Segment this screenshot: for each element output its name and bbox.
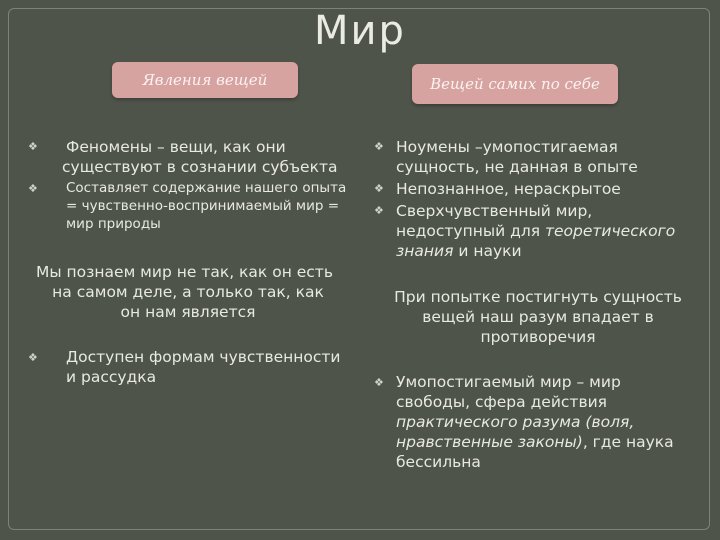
line: бессильна xyxy=(396,453,481,471)
statement-right xyxy=(378,287,698,347)
line: При попытке постигнуть сущность xyxy=(394,288,682,306)
line: он нам является xyxy=(120,303,256,321)
line: противоречия xyxy=(480,328,596,346)
text-fragment: и науки xyxy=(453,242,522,260)
line: Ноумены –умопостигаемая xyxy=(396,138,618,156)
line: Сверхчувственный мир, xyxy=(396,202,593,220)
line: Феномены – вещи, как они xyxy=(66,138,286,156)
text-emphasis: знания xyxy=(396,242,454,260)
bullet-icon: ❖ xyxy=(374,140,384,153)
list-item xyxy=(66,179,356,233)
bullet-icon: ❖ xyxy=(28,351,38,364)
line: Мы познаем мир не так, как он есть xyxy=(36,263,333,281)
line: = чувственно-воспринимаемый мир = xyxy=(66,198,340,214)
line: Непознанное, нераскрытое xyxy=(396,180,621,198)
bullet-icon: ❖ xyxy=(28,140,38,153)
bullet-icon: ❖ xyxy=(374,376,384,389)
line xyxy=(396,412,696,432)
line: свободы, сфера действия xyxy=(396,393,607,411)
line: и рассудка xyxy=(66,368,157,386)
label-things-in-themselves-text: Вещей самих по себе xyxy=(430,75,600,93)
list-item xyxy=(396,137,696,177)
text-emphasis: нравственные законы) xyxy=(396,433,583,451)
line: на самом деле, а только так, как xyxy=(52,283,324,301)
bullet-icon: ❖ xyxy=(28,182,38,195)
list-item xyxy=(66,347,356,387)
text-fragment: , где наука xyxy=(582,433,674,451)
list-item xyxy=(62,137,352,177)
label-phenomena-text: Явления вещей xyxy=(142,71,268,89)
list-item xyxy=(396,179,696,199)
label-things-in-themselves xyxy=(412,64,618,104)
line: существуют в сознании субъекта xyxy=(62,158,338,176)
list-item xyxy=(396,201,706,261)
line: мир природы xyxy=(66,216,161,232)
line: сущность, не данная в опыте xyxy=(396,158,638,176)
line: вещей наш разум впадает в xyxy=(422,308,654,326)
list-item xyxy=(396,372,696,472)
line xyxy=(396,241,706,261)
line xyxy=(396,221,706,241)
bullet-icon: ❖ xyxy=(374,182,384,195)
page-title: Мир xyxy=(314,8,406,54)
statement-left xyxy=(30,262,346,322)
line: Умопостигаемый мир – мир xyxy=(396,373,621,391)
line: Доступен формам чувственности xyxy=(66,348,341,366)
text-emphasis: практического разума (воля, xyxy=(396,413,635,431)
label-phenomena xyxy=(112,62,298,98)
line: Составляет содержание нашего опыта xyxy=(66,180,347,196)
text-fragment: недоступный для xyxy=(396,222,545,240)
line xyxy=(396,432,696,452)
bullet-icon: ❖ xyxy=(374,204,384,217)
text-emphasis: теоретического xyxy=(544,222,676,240)
